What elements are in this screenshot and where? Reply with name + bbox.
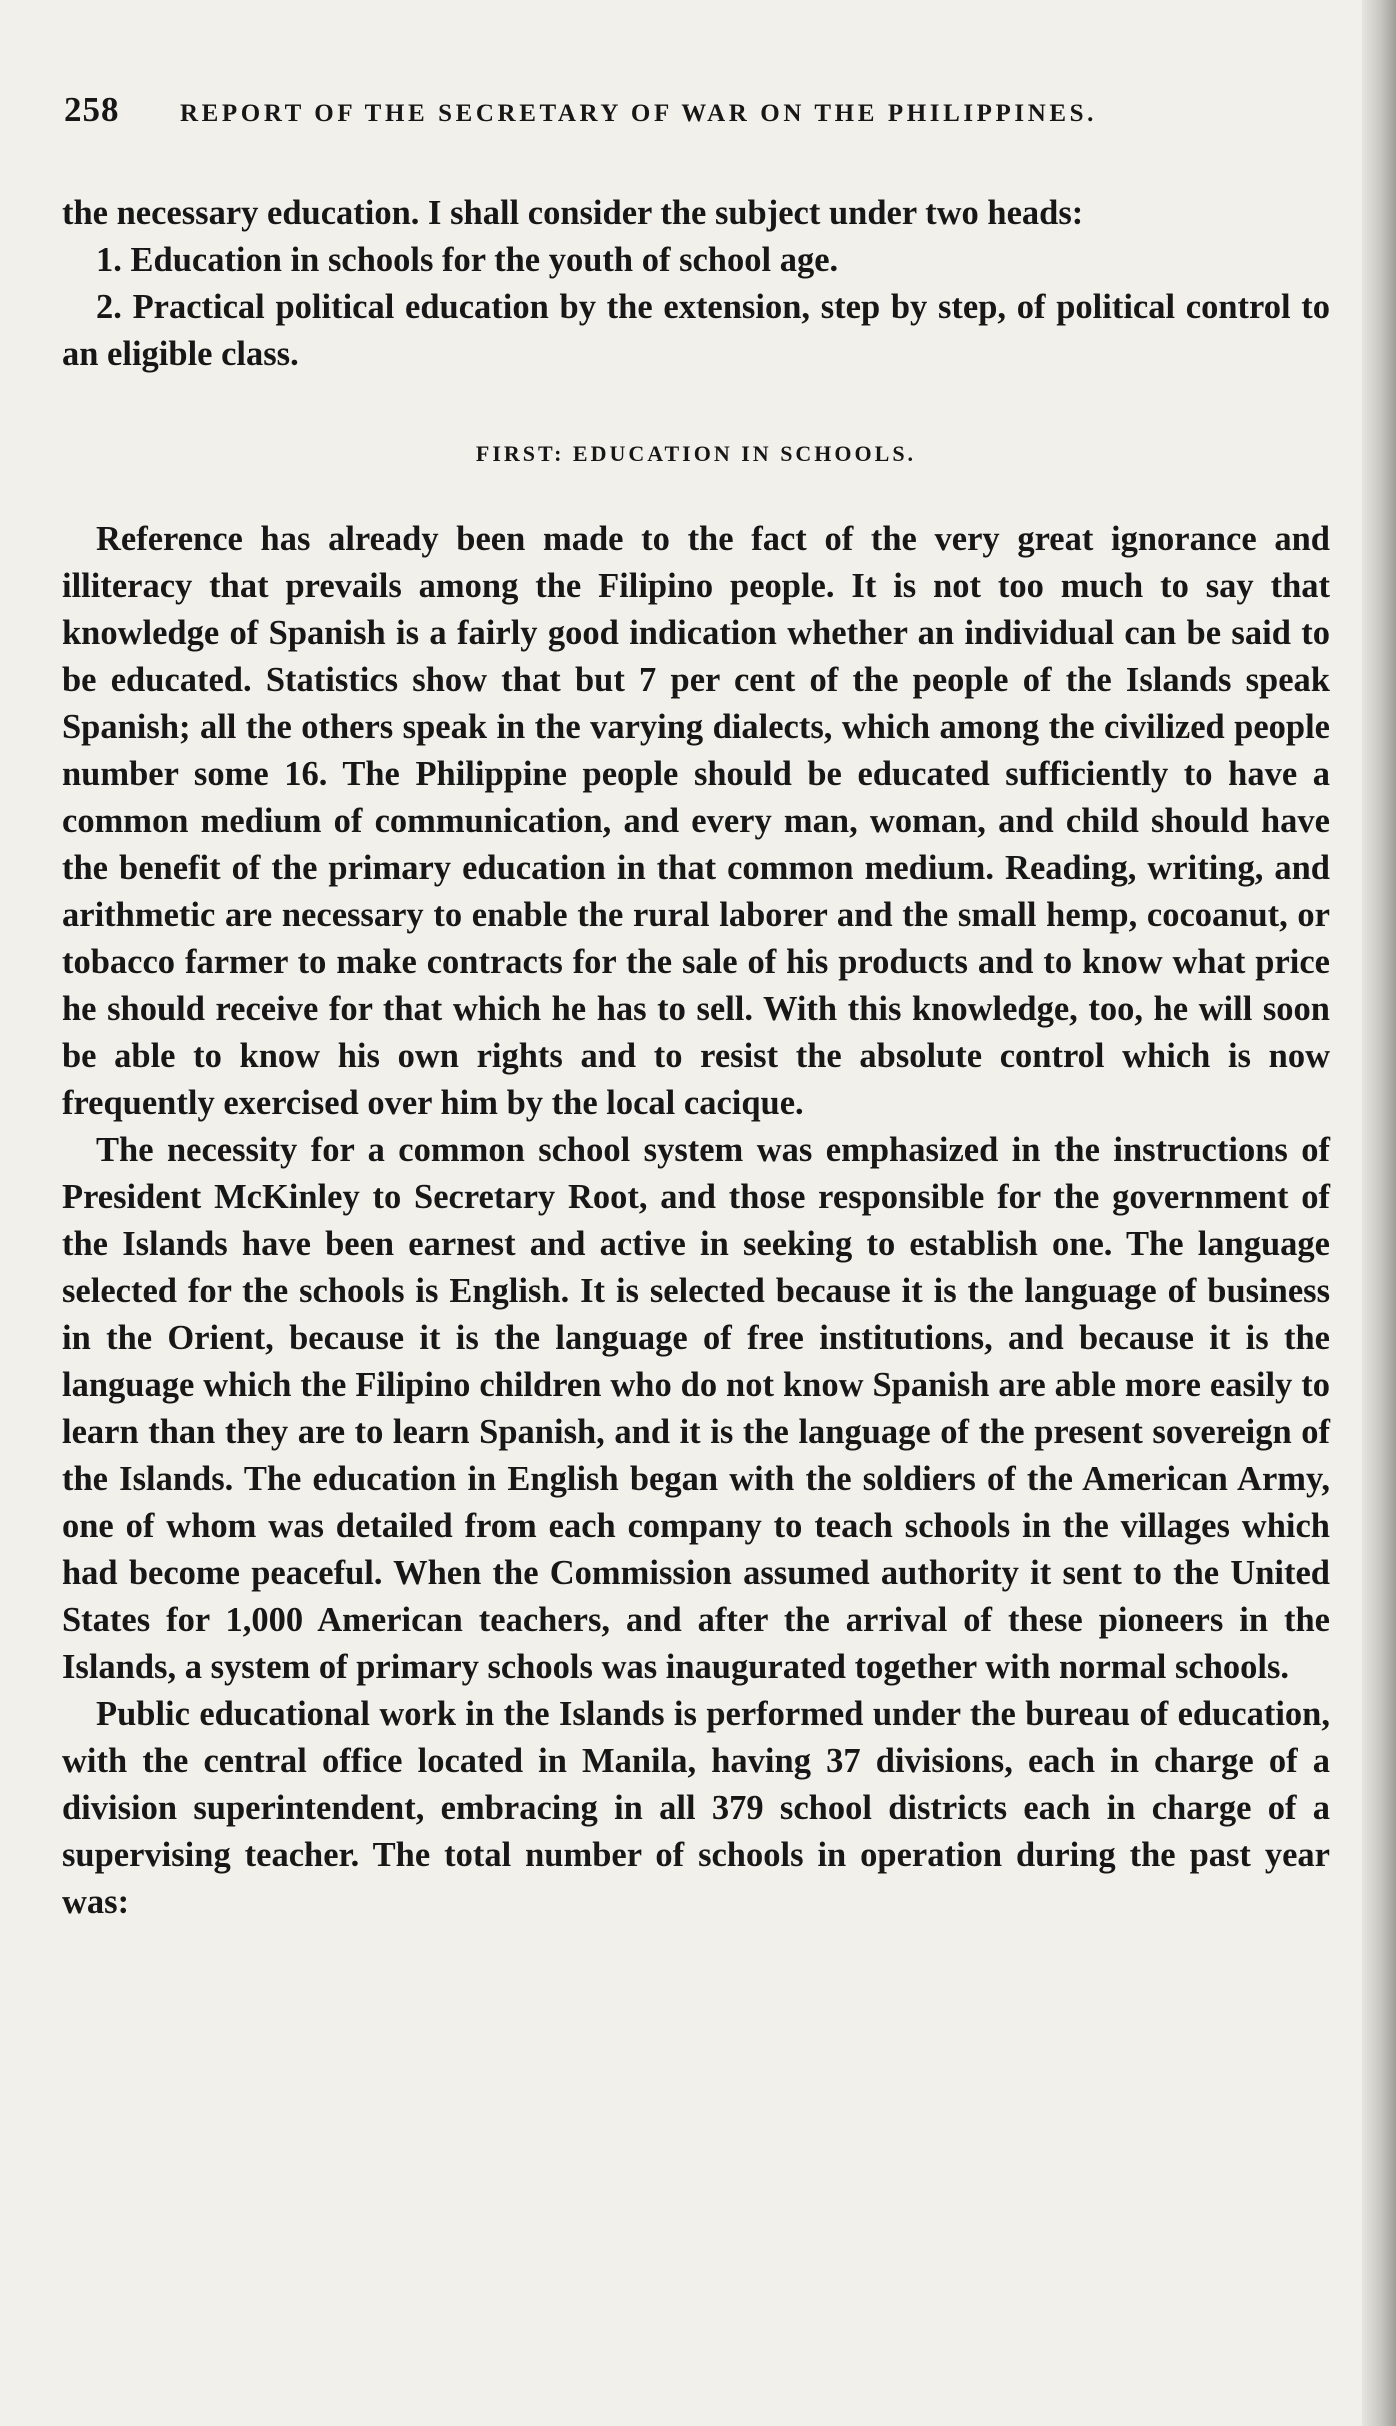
document-page bbox=[62, 90, 1330, 1926]
list-item-2: 2. Practical political education by the extension, step by step, of political control to an eligible class. bbox=[62, 288, 1330, 373]
intro-paragraph: the necessary education. I shall consider the subject under two heads: bbox=[62, 194, 1084, 232]
paragraph-3: Public educational work in the Islands is performed under the bureau of education, with the central office located in Manila, having 37 divisions, each in charge of a division superintendent, embracing in all 379 school districts each in charge of a supervising teacher. The total number of schools in operation during the past year was: bbox=[62, 1695, 1330, 1921]
paragraph-1: Reference has already been made to the fact of the very great ignorance and illiteracy that prevails among the Filipino people. It is not too much to say that knowledge of Spanish is a fairly good indication whether an individual can be said to be educated. Statistics show that but 7 per cent of the people of the Islands speak Spanish; all the others speak in the varying dialects, which among the civilized people number some 16. The Philippine people should be educated sufficiently to have a common medium of communication, and every man, woman, and child should have the benefit of the primary education in that common medium. Reading, writing, and arithmetic are necessary to enable the rural laborer and the small hemp, cocoanut, or tobacco farmer to make contracts for the sale of his products and to know what price he should receive for that which he has to sell. With this knowledge, too, he will soon be able to know his own rights and to resist the absolute control which is now frequently exercised over him by the local cacique. bbox=[62, 520, 1330, 1122]
running-header-title: REPORT OF THE SECRETARY OF WAR ON THE PHILIPPINES. bbox=[180, 100, 1098, 127]
running-header bbox=[62, 90, 1330, 150]
paragraph-2: The necessity for a common school system was emphasized in the instructions of President McKinley to Secretary Root, and those responsible for the government of the Islands have been earnest and active in seeking to establish one. The language selected for the schools is English. It is selected because it is the language of business in the Orient, because it is the language of free institutions, and because it is the language which the Filipino children who do not know Spanish are able more easily to learn than they are to learn Spanish, and it is the language of the present sovereign of the Islands. The education in English began with the soldiers of the American Army, one of whom was detailed from each company to teach schools in the villages which had become peaceful. When the Commission assumed authority it sent to the United States for 1,000 American teachers, and after the arrival of these pioneers in the Islands, a system of primary schools was inaugurated together with normal schools. bbox=[62, 1131, 1330, 1686]
page-edge-shadow bbox=[1362, 0, 1396, 2426]
section-heading: FIRST: EDUCATION IN SCHOOLS. bbox=[475, 441, 917, 466]
list-item-1: 1. Education in schools for the youth of school age. bbox=[96, 241, 839, 279]
page-number: 258 bbox=[64, 90, 120, 129]
